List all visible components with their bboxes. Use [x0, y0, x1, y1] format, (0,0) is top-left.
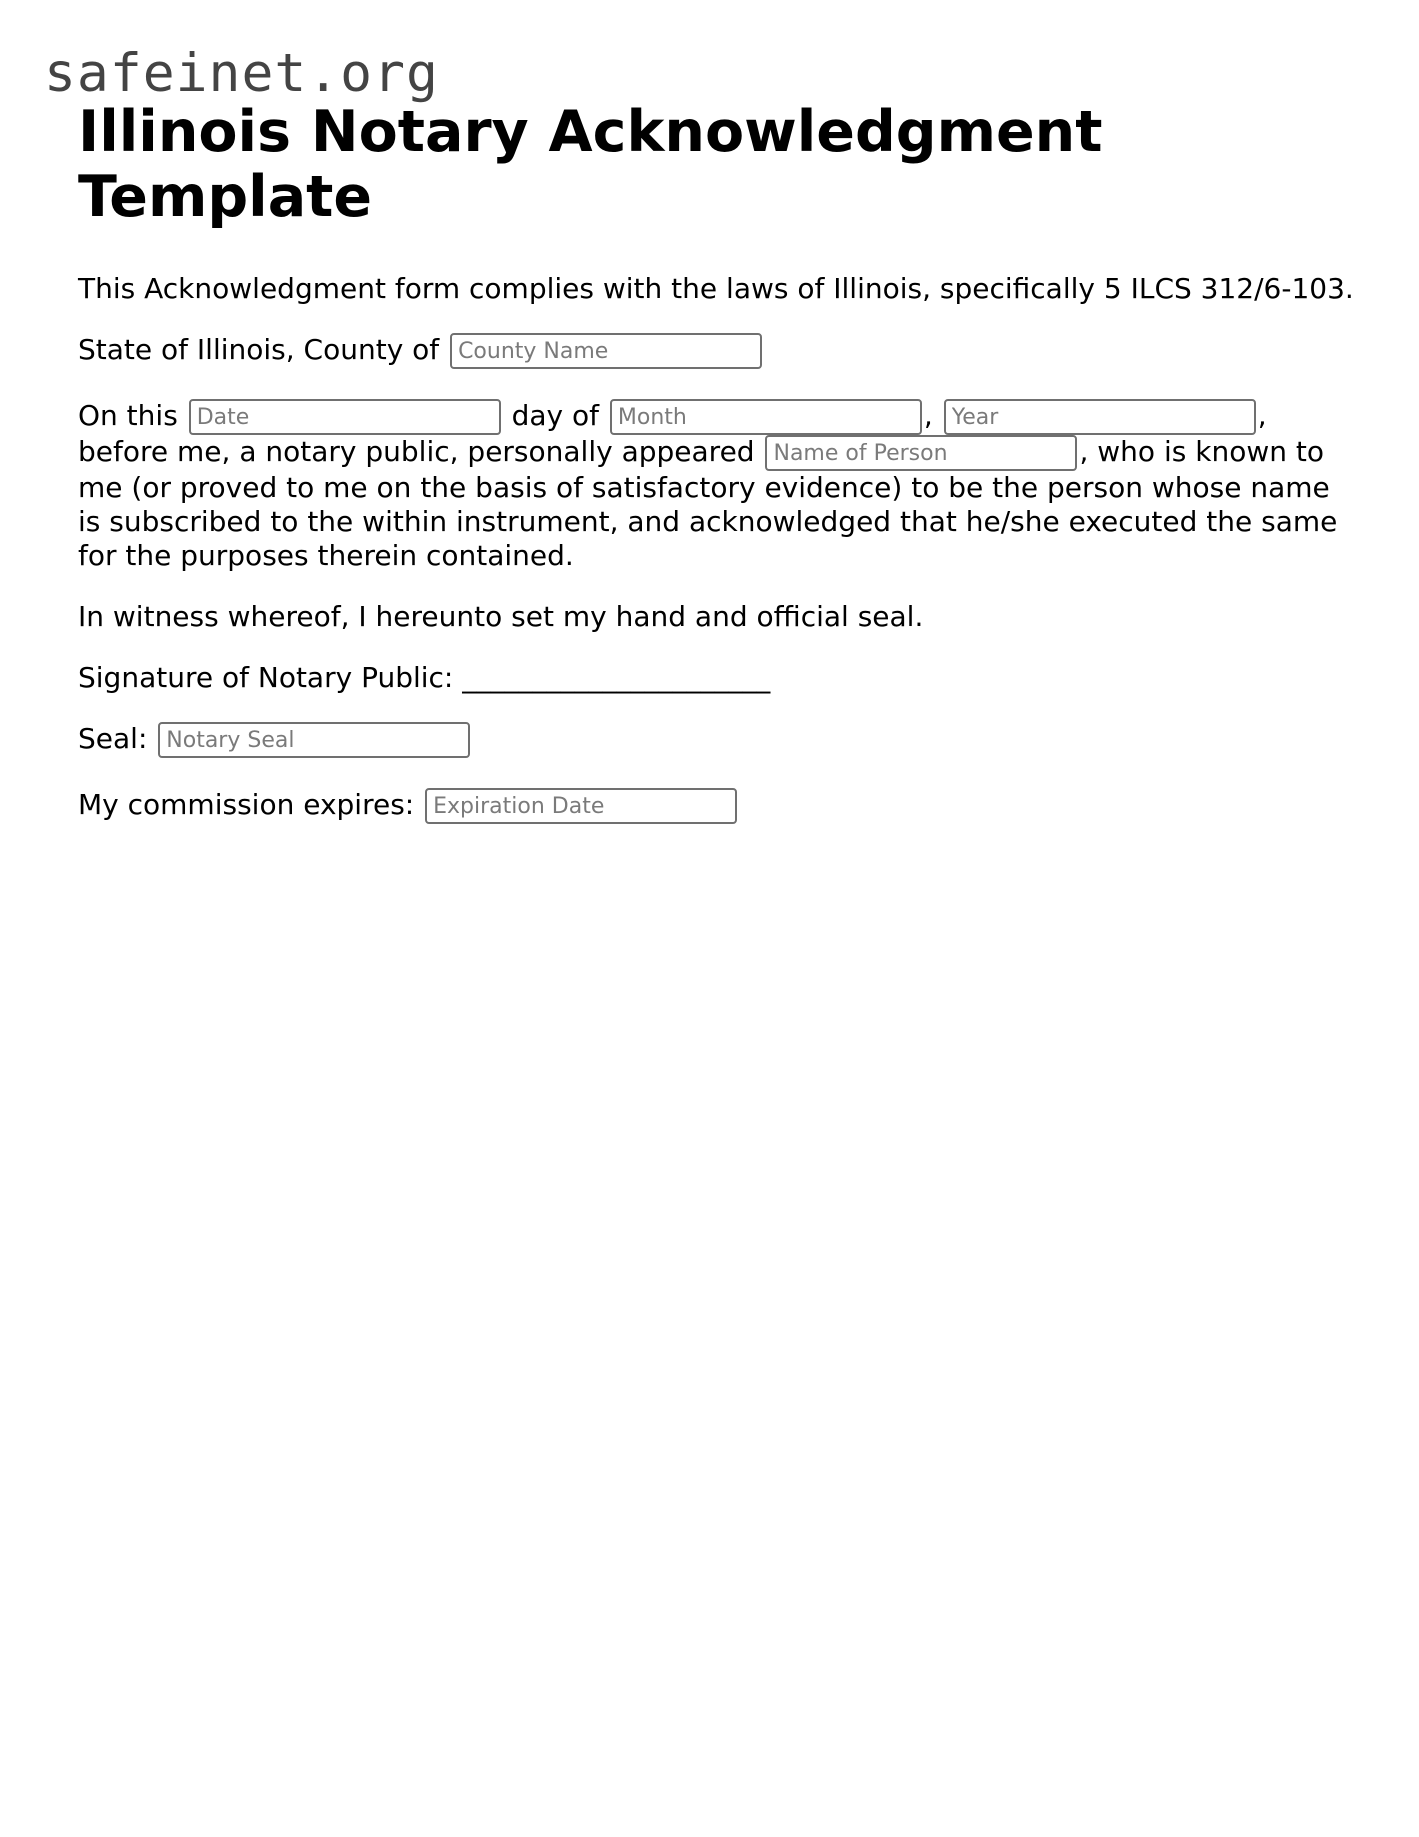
acknowledgment-paragraph — [78, 399, 1348, 573]
county-line — [78, 333, 1368, 369]
seal-line — [78, 722, 1368, 758]
on-this-text: On this — [78, 399, 178, 432]
date-input[interactable] — [189, 399, 501, 435]
county-label: State of Illinois, County of — [78, 333, 440, 366]
document-body — [78, 100, 1368, 824]
page-title: Illinois Notary Acknowledgment Template — [78, 99, 1103, 230]
commission-label: My commission expires: — [78, 788, 415, 821]
expiration-date-input[interactable] — [425, 788, 737, 824]
year-input[interactable] — [944, 399, 1256, 435]
county-name-input[interactable] — [450, 333, 762, 369]
day-of-text: day of — [511, 399, 599, 432]
month-input[interactable] — [610, 399, 922, 435]
signature-line — [78, 661, 1368, 695]
seal-label: Seal: — [78, 722, 148, 755]
before-me-text: before me, a notary public, personally appeared — [78, 435, 755, 468]
comma-text: , — [923, 399, 933, 432]
acknowledgment-rest-text: , who is known to me (or proved to me on the basis of satisfactory evidence) to be the person whose name is subscribed to the within instrument, and acknowledged that he/she executed the same for the purposes therein contained. — [78, 435, 1338, 572]
witness-text: In witness whereof, I hereunto set my hand and official seal. — [78, 600, 924, 633]
signature-blank: ______________________ — [462, 661, 771, 694]
commission-line — [78, 788, 1368, 824]
person-name-input[interactable] — [765, 435, 1077, 471]
notary-seal-input[interactable] — [158, 722, 470, 758]
signature-label: Signature of Notary Public: — [78, 661, 454, 694]
watermark: safeinet.org — [44, 43, 439, 104]
comma-text: , — [1257, 399, 1267, 432]
intro-text: This Acknowledgment form complies with the laws of Illinois, specifically 5 ILCS 312/6-103. — [78, 272, 1354, 305]
